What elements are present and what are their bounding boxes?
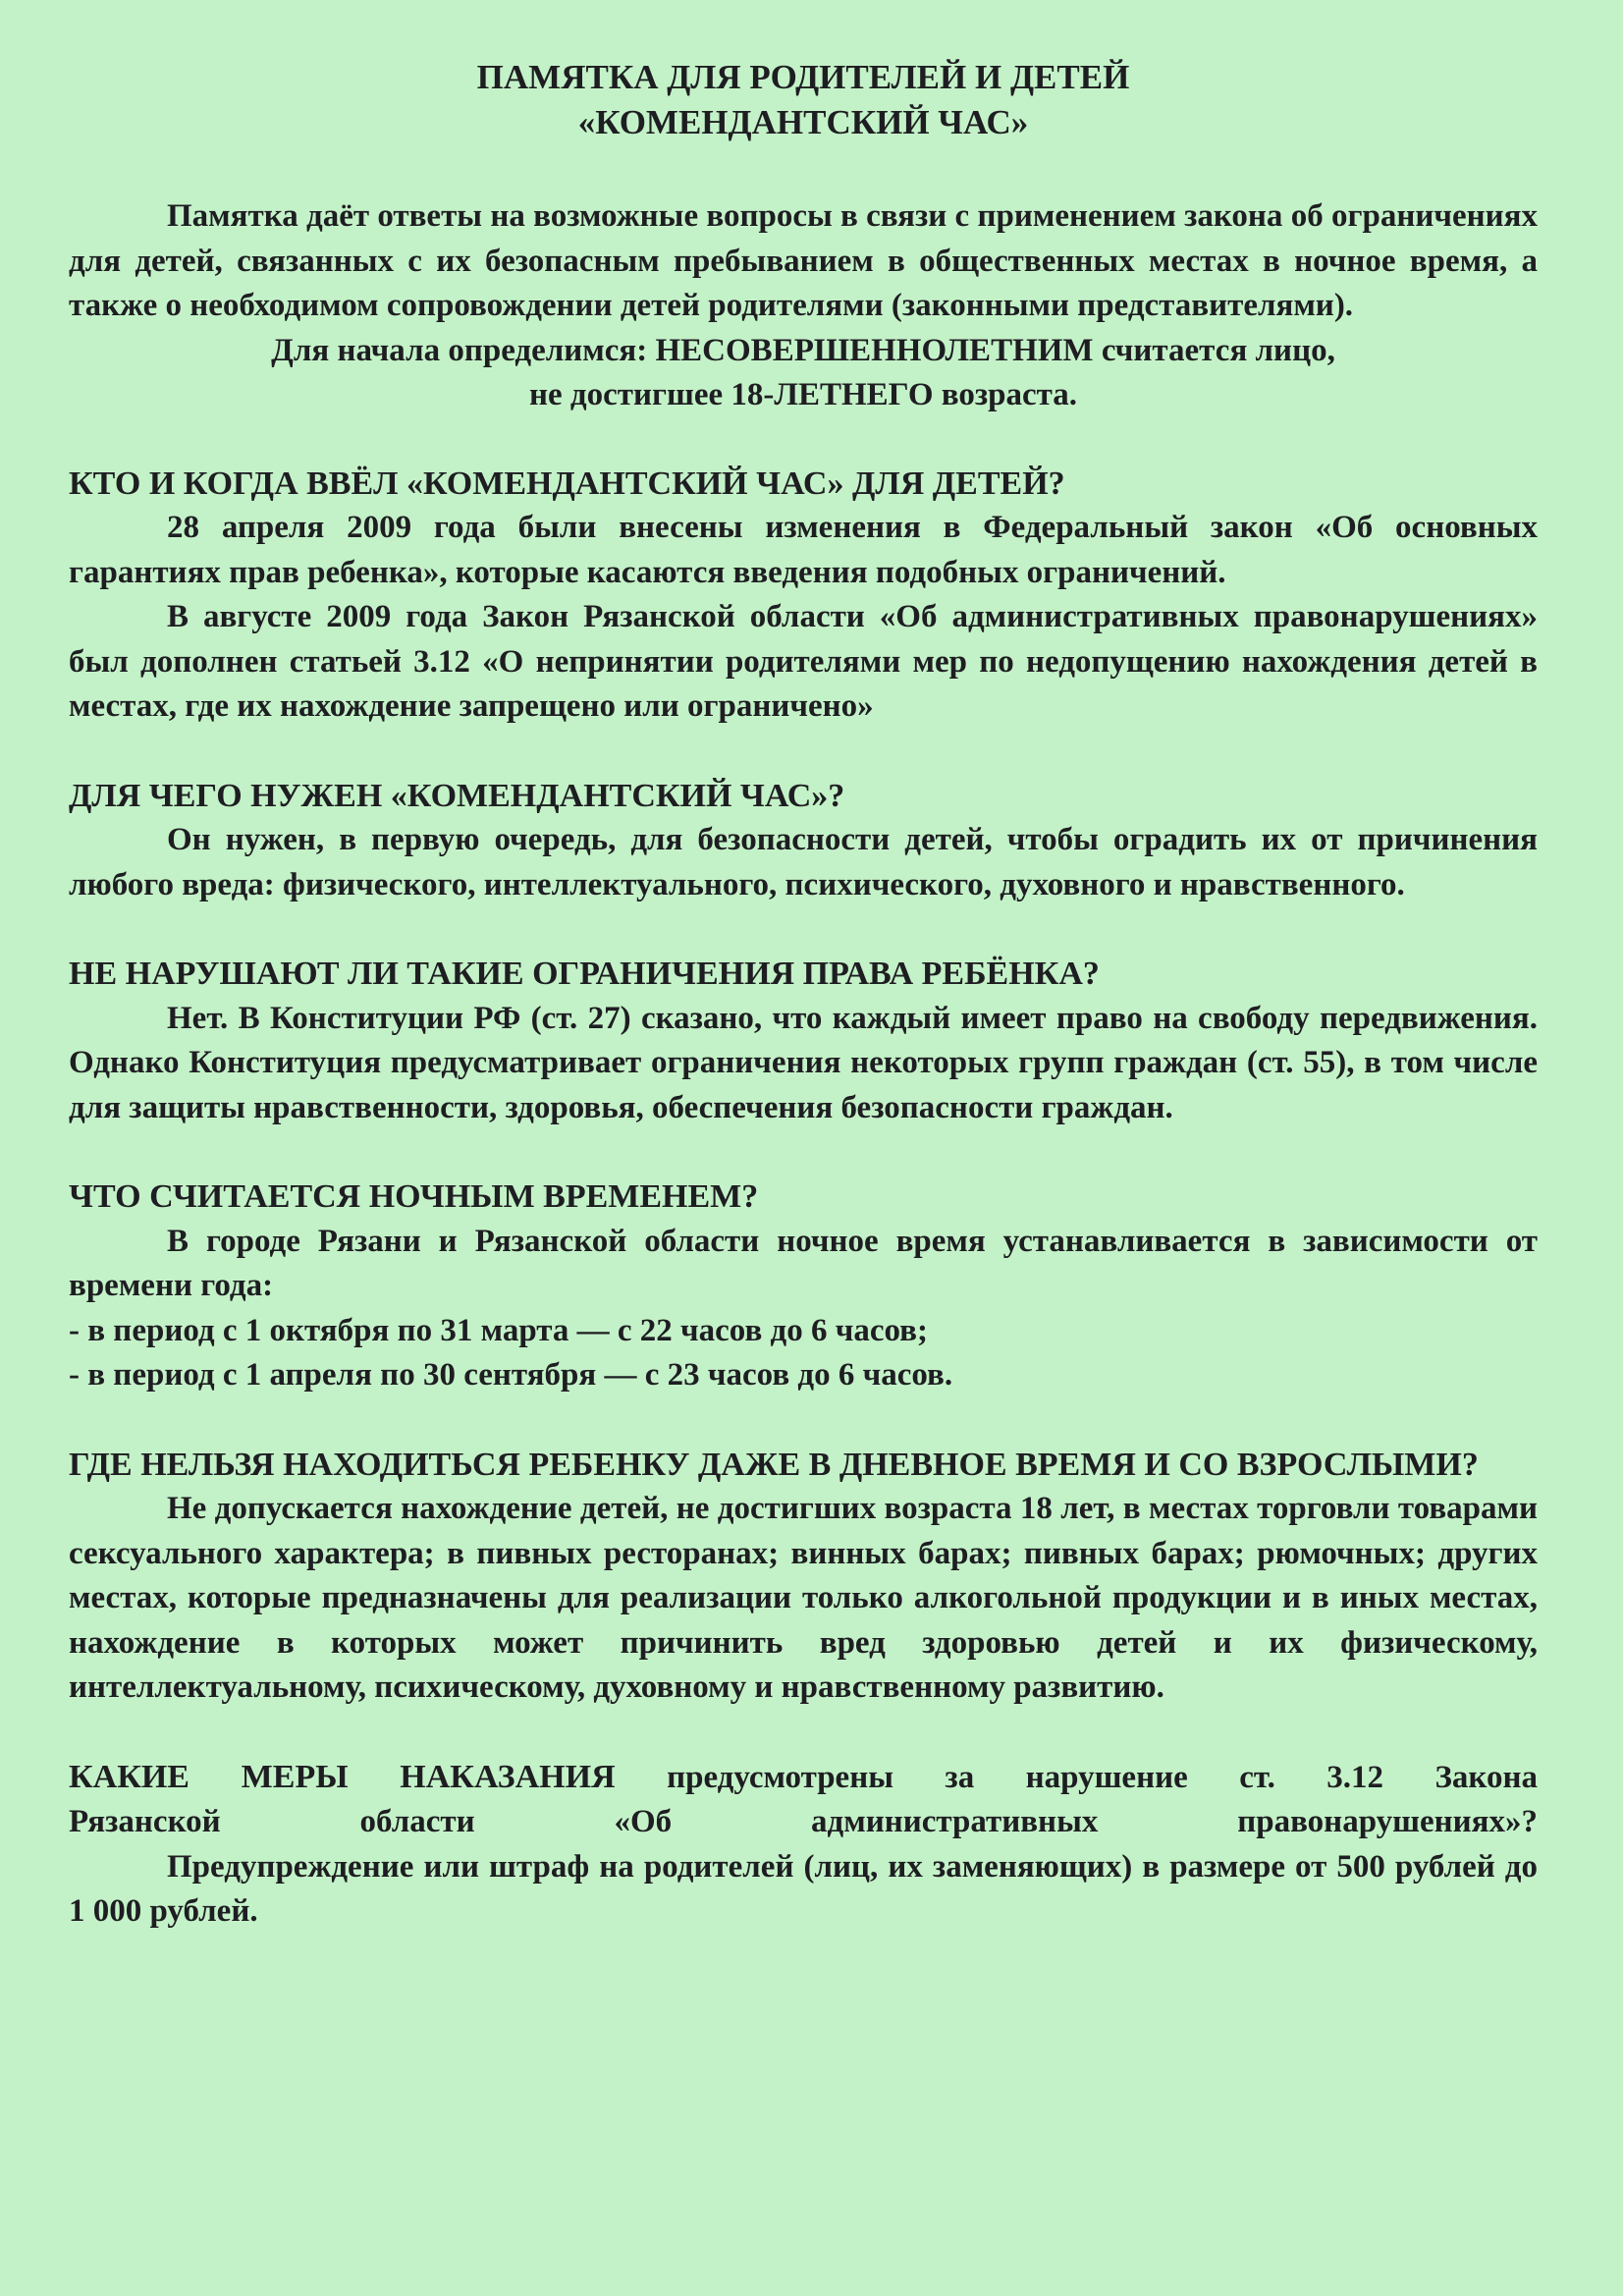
penalty-question-line-1 [69,1755,1538,1801]
definition-line-1: Для начала определимся: НЕСОВЕРШЕННОЛЕТНИМ считается лицо, [271,332,1335,368]
definition-line-2: не достигшее 18-ЛЕТНЕГО возраста. [529,377,1077,412]
section-paragraph: Нет. В Конституции РФ (ст. 27) сказано, что каждый имеет право на свободу передвижения. Однако Конституция предусматривает ограничения некоторых групп граждан (ст. 55), в том числе для защиты нравственности, здоровья, обеспечения безопасности граждан. [69,1000,1538,1125]
section-who-when [69,462,1538,730]
section-paragraph: 28 апреля 2009 года были внесены изменения в Федеральный закон «Об основных гарантиях прав ребенка», которые касаются введения подобных ограничений. [69,510,1538,590]
list-item: - в период с 1 октября по 31 марта — с 22 часов до 6 часов; [69,1312,928,1348]
section-rights [69,952,1538,1130]
penalty-question-line-2: Рязанской области «Об административных правонарушениях»? [69,1804,1538,1839]
section-paragraph: Предупреждение или штраф на родителей (лиц, их заменяющих) в размере от 500 рублей до 1 000 рублей. [69,1848,1538,1929]
document-title [69,55,1538,145]
section-heading-lead: КАКИЕ МЕРЫ НАКАЗАНИЯ [69,1758,616,1795]
section-heading-rest: предусмотрены за нарушение ст. 3.12 Закона [667,1759,1538,1795]
section-heading: ГДЕ НЕЛЬЗЯ НАХОДИТЬСЯ РЕБЕНКУ ДАЖЕ В ДНЕВНОЕ ВРЕМЯ И СО ВЗРОСЛЫМИ? [69,1446,1479,1483]
title-line-2: «КОМЕНДАНТСКИЙ ЧАС» [577,103,1029,141]
section-why-needed [69,774,1538,908]
section-heading: ЧТО СЧИТАЕТСЯ НОЧНЫМ ВРЕМЕНЕМ? [69,1178,759,1215]
intro-paragraph: Памятка даёт ответы на возможные вопросы в связи с применением закона об ограничениях для детей, связанных с их безопасным пребыванием в общественных местах в ночное время, а также о необходимом сопровождении детей родителями (законными представителями). [69,198,1538,323]
section-paragraph: Он нужен, в первую очередь, для безопасности детей, чтобы оградить их от причинения любого вреда: физического, интеллектуального, психического, духовного и нравственного. [69,822,1538,902]
section-forbidden-places [69,1443,1538,1711]
section-paragraph: В августе 2009 года Закон Рязанской области «Об административных правонарушениях» был дополнен статьей 3.12 «О непринятии родителями мер по недопущению нахождения детей в местах, где их нахождение запрещено или ограничено» [69,599,1538,724]
intro [69,194,1538,418]
section-night-time [69,1175,1538,1398]
section-heading: КТО И КОГДА ВВЁЛ «КОМЕНДАНТСКИЙ ЧАС» ДЛЯ ДЕТЕЙ? [69,465,1065,502]
section-heading: НЕ НАРУШАЮТ ЛИ ТАКИЕ ОГРАНИЧЕНИЯ ПРАВА РЕБЁНКА? [69,956,1100,992]
section-penalties [69,1755,1538,1935]
list-item: - в период с 1 апреля по 30 сентября — с 23 часов до 6 часов. [69,1357,953,1393]
title-line-1: ПАМЯТКА ДЛЯ РОДИТЕЛЕЙ И ДЕТЕЙ [476,58,1130,96]
section-heading: ДЛЯ ЧЕГО НУЖЕН «КОМЕНДАНТСКИЙ ЧАС»? [69,777,845,814]
document-page [69,55,1538,1935]
section-paragraph: Не допускается нахождение детей, не достигших возраста 18 лет, в местах торговли товарами сексуального характера; в пивных ресторанах; винных барах; пивных барах; рюмочных; других местах, которые предназначены для реализации только алкогольной продукции и в иных местах, нахождение в которых может причинить вред здоровью детей и их физическому, интеллектуальному, психическому, духовному и нравственному развитию. [69,1491,1538,1705]
section-paragraph: В городе Рязани и Рязанской области ночное время устанавливается в зависимости от времени года: [69,1223,1538,1303]
